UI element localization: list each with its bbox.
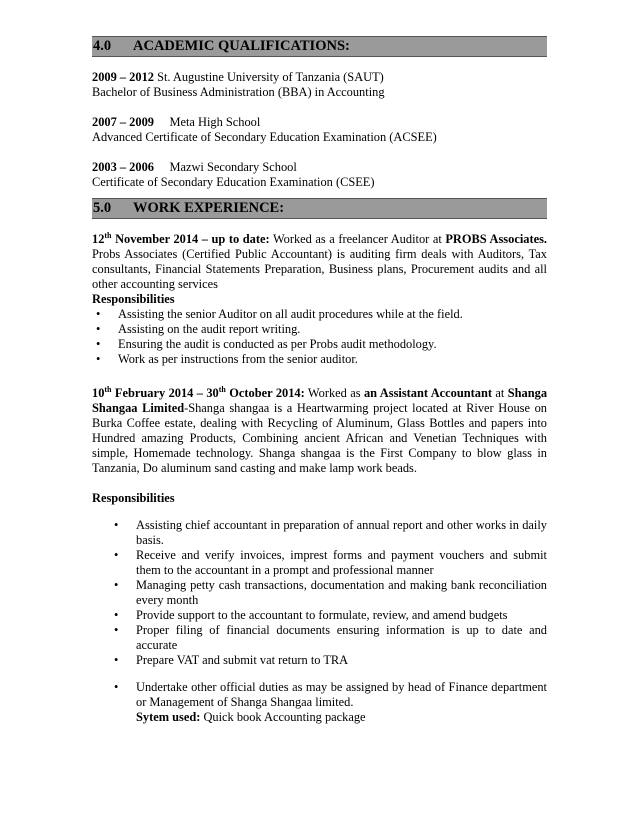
section-number: 4.0 — [93, 38, 112, 54]
responsibility-list — [92, 307, 547, 367]
list-item: • Undertake other official duties as may be assigned by head of Finance department or Management of Shanga Shangaa limited. — [114, 680, 547, 710]
section-title: ACADEMIC QUALIFICATIONS: — [133, 38, 350, 54]
list-item: • Provide support to the accountant to formulate, review, and amend budgets — [114, 608, 508, 623]
education-entry — [92, 115, 547, 145]
bullet-icon: • — [96, 307, 101, 322]
job-dates: 12th November 2014 – up to date: — [92, 231, 270, 247]
list-item: • Assisting on the audit report writing. — [96, 322, 301, 337]
responsibility-list — [92, 518, 547, 668]
bullet-icon: • — [96, 337, 101, 352]
education-detail: Certificate of Secondary Education Examination (CSEE) — [92, 175, 375, 189]
bullet-icon: • — [114, 608, 119, 623]
system-used-label: Sytem used: — [136, 710, 201, 725]
job-entry-shanga — [92, 382, 547, 725]
education-detail: Advanced Certificate of Secondary Education Examination (ACSEE) — [92, 130, 437, 144]
bullet-icon: • — [114, 548, 119, 563]
list-item: • Work as per instructions from the senior auditor. — [96, 352, 358, 367]
bullet-icon: • — [114, 680, 119, 695]
system-used-value: Quick book Accounting package — [200, 710, 366, 725]
bullet-icon: • — [114, 518, 119, 533]
education-school: Meta High School — [169, 115, 261, 129]
job-dates: 10th February 2014 – 30th October 2014: — [92, 385, 305, 401]
responsibilities-label: Responsibilities — [92, 292, 175, 307]
list-item: • Managing petty cash transactions, documentation and making bank reconciliation every month — [114, 578, 547, 608]
list-item: • Receive and verify invoices, imprest forms and payment vouchers and submit them to the accountant in a prompt and professional manner — [114, 548, 547, 578]
list-item: • Assisting the senior Auditor on all audit procedures while at the field. — [96, 307, 463, 322]
bullet-icon: • — [96, 352, 101, 367]
list-item: • Proper filing of financial documents ensuring information is up to date and accurate — [114, 623, 547, 653]
education-years: 2009 – 2012 — [92, 70, 154, 84]
list-item: • Assisting chief accountant in preparation of annual report and other works in daily basis. — [114, 518, 547, 548]
section-number: 5.0 — [93, 200, 112, 216]
company-name: Shanga Shangaa Limited — [92, 386, 548, 416]
bullet-icon: • — [114, 653, 119, 668]
section-heading-experience — [92, 198, 547, 219]
responsibilities-label: Responsibilities — [92, 491, 175, 506]
job-entry-probs — [92, 228, 547, 367]
job-description: 10th February 2014 – 30th October 2014: Worked as an Assistant Accountant at Shanga Shangaa Limited-Shanga shangaa is a Heartwarming project located at River House on Burka Coffee estate, dealing with Recycling of Aluminum, Glass Bottles and papers into Hundred amazing Products, Combining ancient African and Venetian Techniques with simple, Homemade technology. Shanga shangaa is the First Company to blow glass in Tanzania, Do aluminum sand casting and make lamp work beads. — [92, 385, 548, 476]
system-used — [92, 710, 547, 725]
education-entry — [92, 70, 547, 100]
education-years: 2007 – 2009 — [92, 115, 154, 129]
list-item: • Ensuring the audit is conducted as per Probs audit methodology. — [96, 337, 437, 352]
company-name: PROBS Associates. — [445, 232, 547, 247]
education-entry — [92, 160, 547, 190]
document-body — [92, 36, 547, 725]
responsibility-list — [92, 680, 547, 710]
bullet-icon: • — [114, 623, 119, 638]
list-item: • Prepare VAT and submit vat return to TRA — [114, 653, 349, 668]
section-heading-academic — [92, 36, 547, 57]
bullet-icon: • — [96, 322, 101, 337]
education-years: 2003 – 2006 — [92, 160, 154, 174]
education-school: St. Augustine University of Tanzania (SAUT) — [157, 70, 384, 84]
bullet-icon: • — [114, 578, 119, 593]
section-title: WORK EXPERIENCE: — [133, 200, 285, 216]
education-school: Mazwi Secondary School — [169, 160, 297, 174]
job-description: 12th November 2014 – up to date: Worked as a freelancer Auditor at PROBS Associates. Probs Associates (Certified Public Accountant) is auditing firm deals with Auditors, Tax consultants, Financial Statements Preparation, Business plans, Procurement audits and all other accounting services — [92, 231, 547, 292]
job-role: an Assistant Accountant — [363, 386, 492, 401]
education-detail: Bachelor of Business Administration (BBA) in Accounting — [92, 85, 385, 99]
